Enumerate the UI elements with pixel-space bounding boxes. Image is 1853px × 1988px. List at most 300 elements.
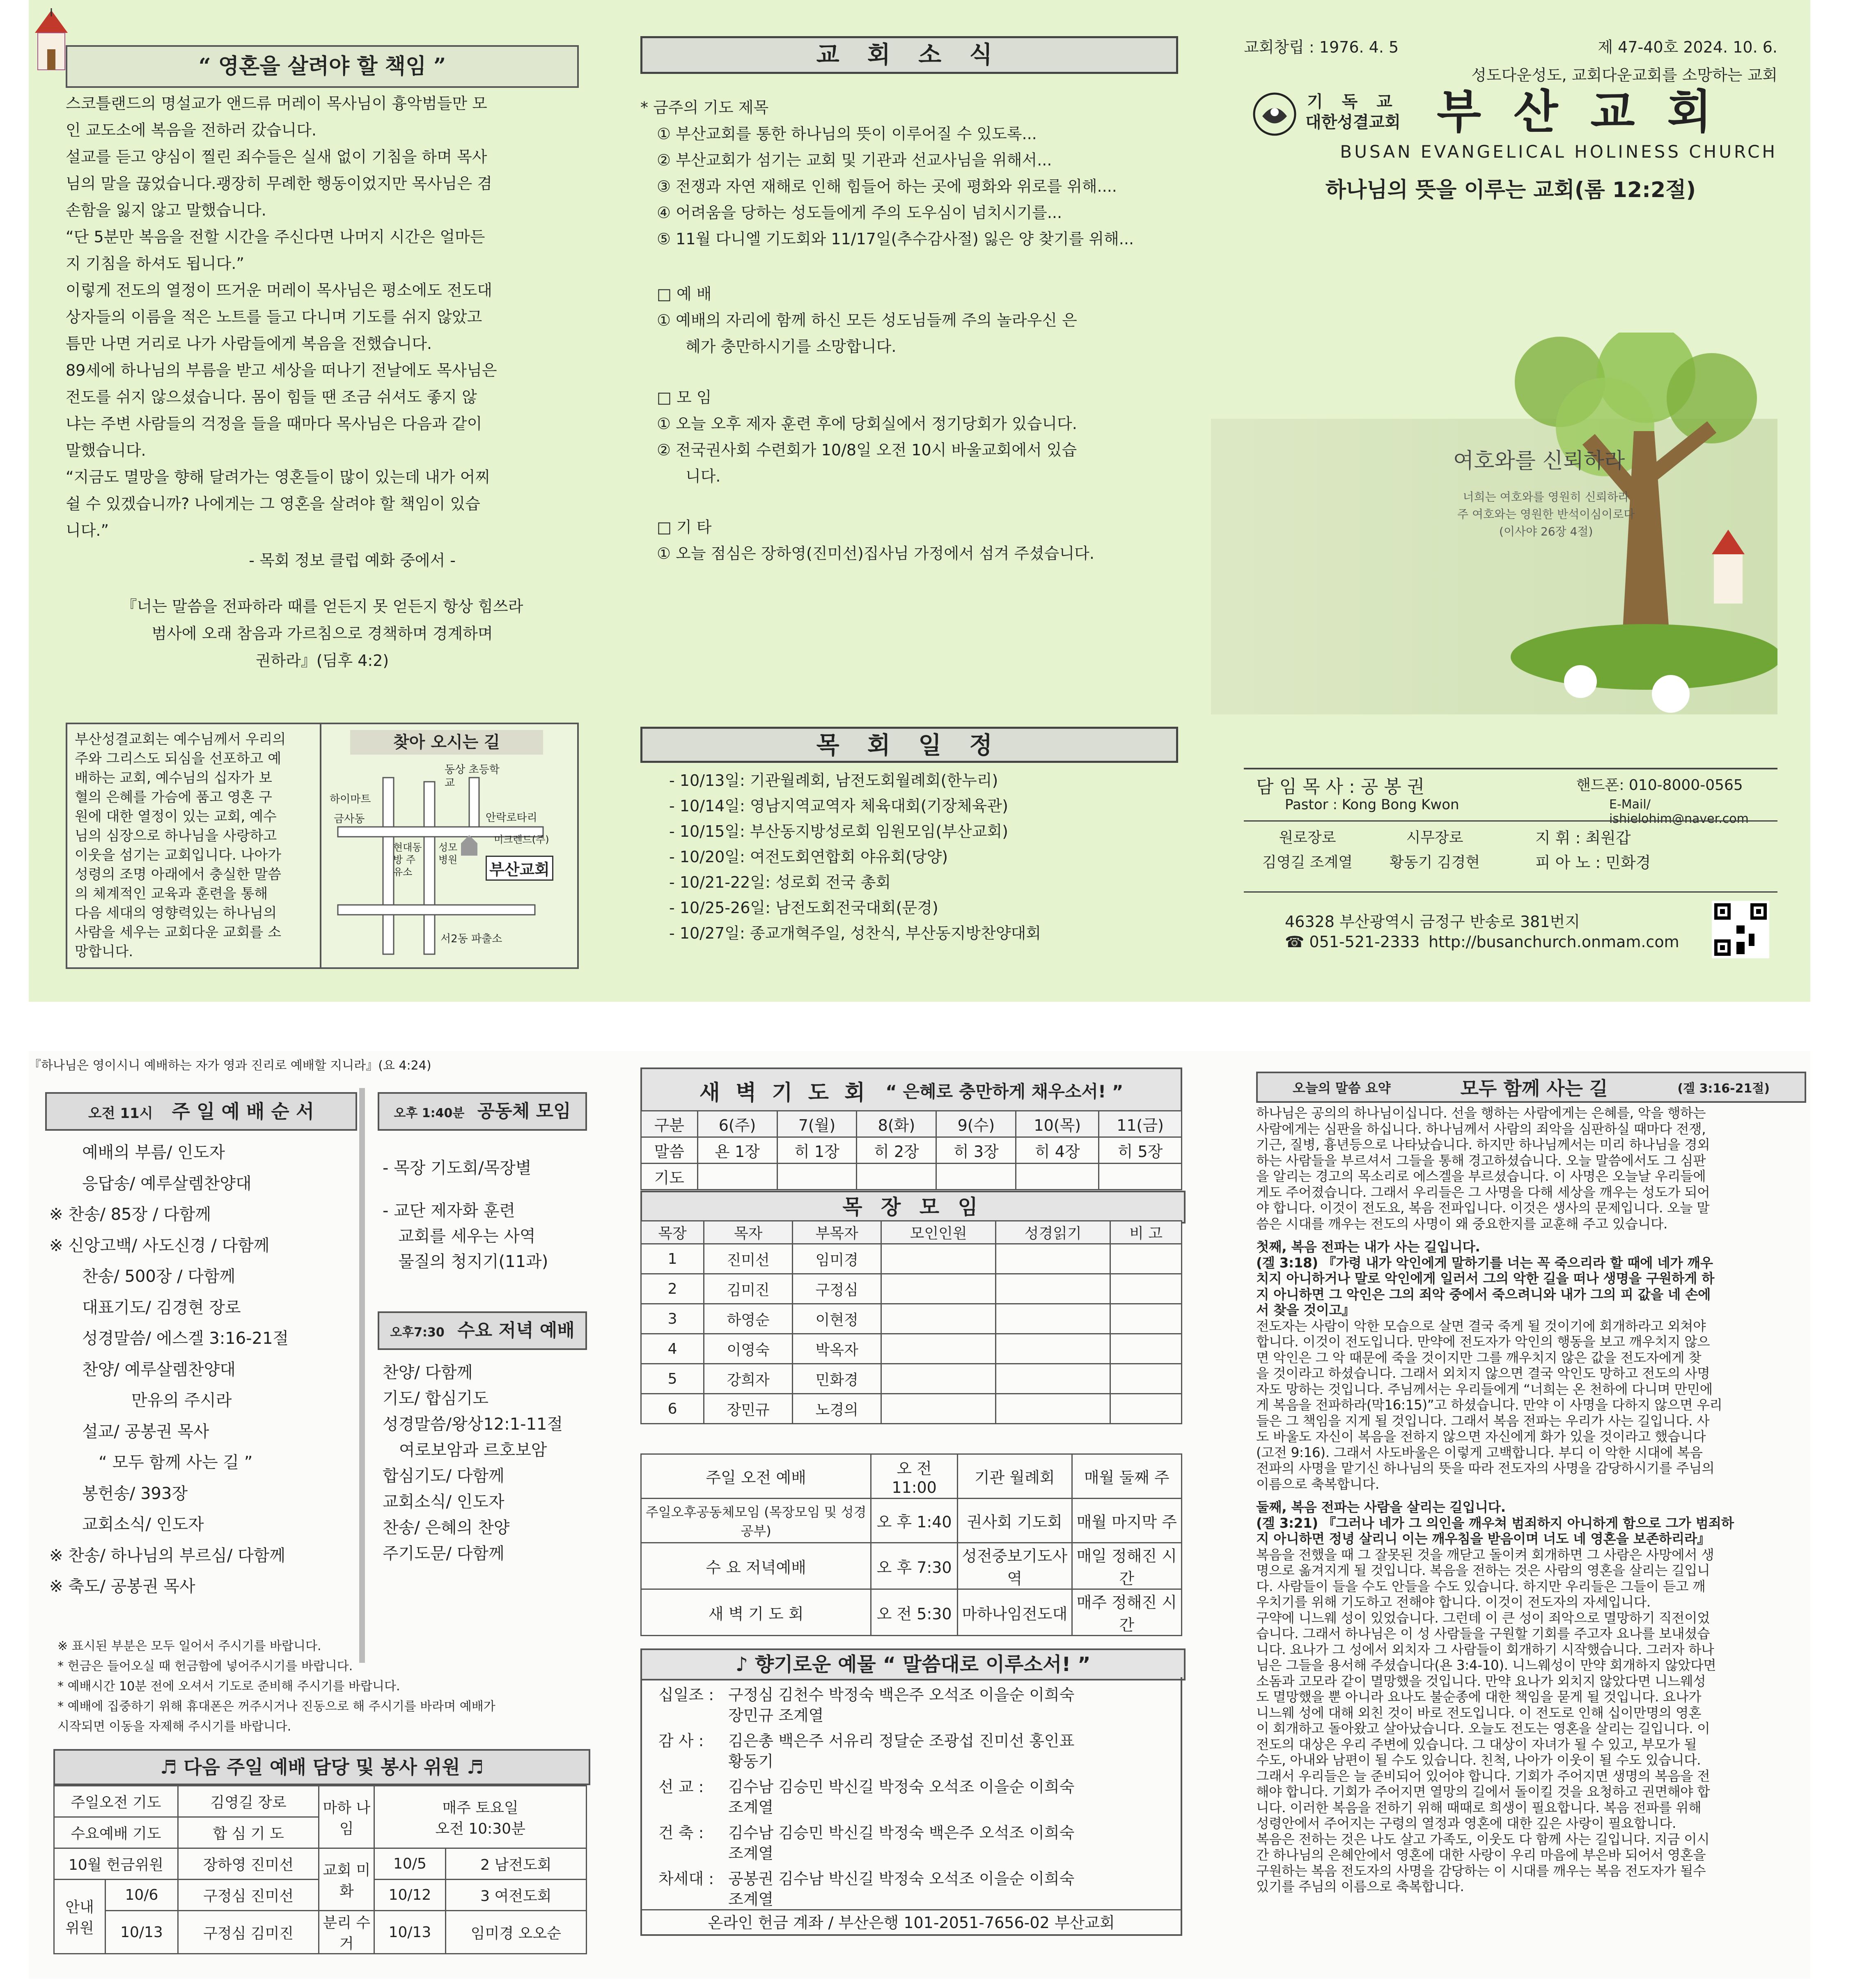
sermon-line: 이름으로 축복합니다. — [1256, 1476, 1379, 1492]
verse-line: 권하라』(딤후 4:2) — [255, 652, 389, 670]
cell-table — [640, 1220, 1182, 1424]
offering-names-line: 조계열 — [728, 1798, 774, 1816]
sermon-line: 있기를 주님의 이름으로 축복합니다. — [1256, 1879, 1464, 1894]
cell-head-cell: 부목자 — [793, 1221, 881, 1244]
empty-cell — [996, 1244, 1110, 1274]
table-row — [641, 1394, 1182, 1424]
verse-line: 『너는 말씀을 전파하라 때를 얻든지 못 얻든지 항상 힘쓰라 — [121, 597, 523, 615]
afternoon-item: - 교단 제자화 훈련 — [383, 1201, 516, 1220]
cell-value: 김미진 — [704, 1274, 793, 1304]
note-item: * 예배시간 10분 전에 오셔서 기도로 준비해 주시기를 바랍니다. — [57, 1679, 400, 1694]
story-line: 89세에 하나님의 부름을 받고 세상을 떠나기 전날에도 목사님은 — [66, 361, 497, 379]
table-row — [641, 1274, 1182, 1304]
sermon-line: 수도, 아내와 남편이 될 수도 있습니다. 친척, 나아가 이웃이 될 수도 있습니다. — [1256, 1752, 1701, 1768]
elders-names: 김영길 조계열 — [1262, 854, 1353, 871]
intro-line: 다음 세대의 영향력있는 하나님의 — [75, 905, 277, 921]
map-title: 찾아 오시는 길 — [350, 730, 543, 755]
order-item: ※ 신앙고백/ 사도신경 / 다함께 — [49, 1236, 270, 1255]
denomination — [1305, 92, 1401, 133]
duty-label: 주일오전 기도 — [54, 1786, 178, 1817]
story-source: - 목회 정보 클럽 예화 중에서 - — [249, 551, 456, 569]
qr-code-icon — [1712, 901, 1769, 958]
dawn-head-cell: 9(수) — [936, 1111, 1016, 1137]
sermon-header — [1256, 1072, 1806, 1103]
sermon-line: 합니다. 이것이 전도입니다. 만약에 전도자가 악인의 행동을 보고 깨우치지 않으 — [1256, 1334, 1710, 1350]
dawn-word-cell: 욘 1장 — [697, 1137, 777, 1164]
intro-line: 원에 대한 열정이 있는 교회, 예수 — [75, 808, 277, 825]
cell-title: 목 장 모 임 — [640, 1191, 1186, 1224]
sermon-line: 면 악인은 그 악 때문에 죽을 것이지만 그를 깨우치지 않은 값을 전도자에게 찾 — [1256, 1350, 1702, 1366]
church-logo-icon — [1252, 92, 1297, 137]
online-account: 온라인 헌금 계좌 / 부산은행 101-2051-7656-02 부산교회 — [640, 1909, 1182, 1935]
prayer-head: * 금주의 기도 제목 — [640, 99, 769, 117]
sermon-line: 복음은 전하는 것은 나도 살고 가족도, 이웃도 다 함께 사는 길입니다. 지금 이시 — [1256, 1831, 1710, 1847]
sermon-line: 게도 주어졌습니다. 그래서 우리들은 그 사명을 다해 세상을 깨우는 성도가 되어 — [1256, 1184, 1710, 1200]
dawn-word-cell: 말씀 — [641, 1137, 698, 1164]
cell-value: 박옥자 — [793, 1334, 881, 1364]
cell-value: 민화경 — [793, 1364, 881, 1394]
time-cell: 매일 정해진 시간 — [1072, 1543, 1182, 1589]
sermon-line: 도 바울도 자신이 복음을 전하지 않으면 자신에게 화가 있을 것이라고 했습니다 — [1256, 1429, 1706, 1444]
story-line: 이렇게 전도의 열정이 뜨거운 머레이 목사님은 평소에도 전도대 — [66, 281, 492, 299]
cleaning-label: 교회 미화 — [319, 1848, 374, 1911]
story-line: 인 교도소에 복음을 전하러 갔습니다. — [66, 121, 317, 139]
sermon-line: 간 하나님의 은혜안에서 영혼에 대한 사랑이 우리 마음에 부은바 되어서 영혼을 — [1256, 1847, 1706, 1863]
order-item: 대표기도/ 김경현 장로 — [82, 1298, 241, 1317]
map-label-geumsa: 금사동 — [334, 813, 365, 825]
sermon-line: 자도 망하는 것입니다. 주님께서는 우리들에게 “너희는 온 천하에 다니며 만민에 — [1256, 1381, 1713, 1397]
dawn-word-cell: 히 5장 — [1099, 1137, 1182, 1164]
cell-value: 4 — [641, 1334, 704, 1364]
dawn-word-cell: 히 2장 — [857, 1137, 936, 1164]
wednesday-item: 찬송/ 은혜의 찬양 — [383, 1518, 510, 1537]
time-cell: 권사회 기도회 — [957, 1499, 1072, 1543]
prayer-item: ① 부산교회를 통한 하나님의 뜻이 이루어질 수 있도록... — [657, 125, 1037, 143]
wednesday-item: 성경말씀/왕상12:1-11절 — [383, 1415, 563, 1434]
order-item: ※ 축도/ 공봉권 목사 — [49, 1577, 195, 1596]
intro-line: 님의 심장으로 하나님을 사랑하고 — [75, 828, 277, 844]
telephone: ☎ 051-521-2333 — [1285, 933, 1420, 951]
offering-names-line: 조계열 — [728, 1844, 774, 1862]
afternoon-meeting — [378, 1092, 587, 1567]
duty-label: 수요예배 기도 — [54, 1817, 178, 1848]
table-row — [641, 1499, 1182, 1543]
story-line: 손함을 잃지 않고 말했습니다. — [66, 201, 266, 219]
empty-cell — [1110, 1334, 1182, 1364]
sermon-line: 첫째, 복음 전파는 내가 사는 길입니다. — [1256, 1239, 1480, 1255]
story-line: 쉴 수 있겠습니까? 나에게는 그 영혼을 살려야 할 책임이 있습 — [66, 495, 480, 513]
sermon-line: 도 멸망했을 뿐 아니라 요나도 불순종에 대한 책임을 묻게 될 것입니다. 요나가 — [1256, 1689, 1702, 1705]
founded-date: 교회창립 : 1976. 4. 5 — [1244, 38, 1399, 56]
sermon-line: 게 복음을 전파하라(막16:15)”고 하셨습니다. 만약 이 사명을 다하지 않으면 우리 — [1256, 1397, 1722, 1413]
etc-head: □ 기 타 — [657, 518, 712, 536]
story-line: 님의 말을 끊었습니다.괭장히 무례한 행동이었지만 목사님은 겸 — [66, 174, 492, 193]
cell-head-cell: 비 고 — [1110, 1221, 1182, 1244]
worship-time: 오전 11시 — [88, 1105, 153, 1122]
empty-cell — [881, 1334, 996, 1364]
time-cell: 매월 마지막 주 — [1072, 1499, 1182, 1543]
wednesday-list — [378, 1360, 587, 1567]
logo-row — [1244, 87, 1777, 141]
cell-head-cell: 성경읽기 — [996, 1221, 1110, 1244]
story-body — [66, 90, 579, 574]
map-label-church: 부산교회 — [486, 856, 553, 881]
empty-cell — [1110, 1394, 1182, 1424]
intro-line: 성령의 조명 아래에서 충실한 말씀 — [75, 866, 282, 883]
offering-row — [642, 1869, 1181, 1910]
empty-cell — [881, 1244, 996, 1274]
story-line: 말했습니다. — [66, 441, 146, 459]
time-cell: 새 벽 기 도 회 — [641, 1589, 871, 1636]
sermon-line: 그래서 우리들은 늘 준비되어 있어야 합니다. 기회가 주어지면 생명의 복음을 전 — [1256, 1768, 1710, 1784]
column-divider — [359, 1088, 365, 1663]
verse-line: 범사에 오래 참음과 가르침으로 경책하며 경계하며 — [151, 624, 493, 643]
sermon-line: 서 찾을 것이고』 — [1256, 1302, 1355, 1318]
address-row — [1244, 891, 1777, 975]
elders-row — [1244, 820, 1777, 891]
schedule-item: - 10/21-22일: 성로회 전국 총회 — [669, 873, 891, 891]
sermon-line: 니다. 이러한 복음을 전하기 위해 때때로 희생이 필요합니다. 복음 전파를 위해 — [1256, 1800, 1702, 1816]
cell-value: 1 — [641, 1244, 704, 1274]
mahanaim-value — [374, 1786, 587, 1848]
map-label-mikeland: 미크렌드(주) — [494, 834, 549, 845]
story-line: 전도를 쉬지 않으셨습니다. 몸이 힘들 땐 조금 쉬셔도 좋지 않 — [66, 388, 477, 406]
worship-head: □ 예 배 — [657, 285, 712, 303]
wednesday-item: 기도/ 합심기도 — [383, 1389, 489, 1408]
wednesday-title: 수요 저녁 예배 — [457, 1320, 575, 1341]
order-item: 찬양/ 예루살렘찬양대 — [82, 1360, 236, 1379]
cell-value: 이현정 — [793, 1304, 881, 1334]
worship-order-head — [45, 1092, 357, 1131]
masthead — [1244, 37, 1777, 203]
dawn-head-cell: 8(화) — [857, 1111, 936, 1137]
schedule-item: - 10/13일: 기관월례회, 남전도회월례회(한누리) — [669, 771, 998, 790]
table-row — [641, 1364, 1182, 1394]
dawn-head-cell: 10(목) — [1016, 1111, 1099, 1137]
empty-cell — [996, 1394, 1110, 1424]
sermon-line: 씀은 시대를 깨우는 전도의 사명이 왜 중요한지를 교훈해 주고 있습니다. — [1256, 1216, 1668, 1232]
conductor: 지 휘 : 최원갑 — [1535, 829, 1631, 847]
sermon-summary — [1256, 1072, 1806, 1895]
order-item: ※ 찬송/ 하나님의 부르심/ 다함께 — [49, 1546, 286, 1565]
cleaning-team: 2 남전도회 — [445, 1848, 586, 1880]
sermon-line: 해야 합니다. 기회가 주어지면 열망의 길에서 돌이킬 것을 요청하고 권면해야 합 — [1256, 1784, 1710, 1800]
offering-names-line: 구정심 김천수 박정숙 백은주 오석조 이을순 이희숙 — [728, 1686, 1075, 1704]
offering-type: 차세대 : — [658, 1870, 714, 1888]
sermon-line: (겔 3:18) 『가령 내가 악인에게 말하기를 너는 꼭 죽으리라 할 때에 네가 깨우 — [1256, 1255, 1713, 1271]
cell-value: 2 — [641, 1274, 704, 1304]
church-name: 부 산 교 회 — [1437, 85, 1720, 139]
cell-head-cell: 목장 — [641, 1221, 704, 1244]
dawn-pray-cell — [697, 1164, 777, 1190]
schedule-item: - 10/20일: 여전도회연합회 야유회(당양) — [669, 848, 948, 866]
order-item: 봉헌송/ 393장 — [82, 1484, 188, 1503]
offering-type: 감 사 : — [658, 1732, 704, 1750]
meeting-head: □ 모 임 — [657, 388, 712, 406]
empty-cell — [996, 1334, 1110, 1364]
sermon-line: 명으로 옮겨지게 될 것입니다. 복음을 전하는 것은 사람의 영혼을 살리는 길입니 — [1256, 1563, 1710, 1578]
sermon-line: 들은 그 책임을 지게 될 것입니다. 그래서 복음 전파는 우리가 사는 길입니다. 사 — [1256, 1413, 1710, 1429]
denomination-bottom: 대한성결교회 — [1305, 113, 1401, 132]
time-cell: 오 전 11:00 — [871, 1454, 958, 1499]
poster — [1211, 419, 1777, 714]
address: 46328 부산광역시 금정구 반송로 381번지 — [1285, 913, 1580, 931]
story-line: 틈만 나면 거리로 나가 사람들에게 복음을 전했습니다. — [66, 335, 432, 353]
wednesday-time: 오후7:30 — [390, 1325, 445, 1340]
usher-date: 10/13 — [105, 1911, 178, 1954]
duty-value: 합 심 기 도 — [178, 1817, 319, 1848]
wednesday-item: 교회소식/ 인도자 — [383, 1492, 505, 1511]
offering-names-line: 김수남 김승민 박신길 박정숙 백은주 오석조 이희숙 — [728, 1824, 1075, 1842]
offering-names-line: 황동기 — [728, 1752, 774, 1770]
empty-cell — [996, 1304, 1110, 1334]
offering-list — [640, 1677, 1182, 1936]
offering-names — [728, 1685, 1074, 1726]
prayer-item: ③ 전쟁과 자연 재해로 인해 힘들어 하는 곳에 평화와 위로를 위해.... — [657, 177, 1117, 195]
offering-title: ♪ 향기로운 예물 “ 말씀대로 이루소서! ” — [640, 1648, 1186, 1680]
sermon-line: (고전 9:16). 그래서 사도바울은 이렇게 고백합니다. 부디 이 악한 시대에 복음 — [1256, 1444, 1703, 1460]
denomination-top: 기 독 교 — [1307, 92, 1399, 111]
intro-map-box — [66, 723, 579, 969]
afternoon-item: 물질의 청지기(11과) — [398, 1252, 548, 1271]
etc-list — [640, 540, 1182, 567]
sermon-line: 을 것이라고 하셨습니다. 그래서 외치지 않으면 결국 악인도 망하고 전도의 사명 — [1256, 1366, 1710, 1381]
worship-order-list — [45, 1137, 357, 1602]
table-row — [641, 1454, 1182, 1499]
service-times-table — [640, 1453, 1182, 1636]
offering-type: 선 교 : — [658, 1778, 704, 1796]
afternoon-head — [378, 1092, 587, 1131]
empty-cell — [996, 1274, 1110, 1304]
afternoon-item: - 목장 기도회/목장별 — [383, 1159, 532, 1178]
sermon-line: 니느웨 성에 대해 외친 것이 바로 전도입니다. 이 전도로 인해 십이만명의 영혼 — [1256, 1705, 1702, 1721]
offering-names-line: 공봉권 김수남 박신길 박정숙 오석조 이을순 이희숙 — [728, 1870, 1075, 1888]
sermon-line: 전파의 사명을 맡기신 하나님의 뜻을 따라 전도자의 사명을 감당하시기를 주님의 — [1256, 1460, 1715, 1476]
active-elders-names: 황동기 김경현 — [1389, 854, 1480, 871]
dawn-pray-cell — [777, 1164, 857, 1190]
wednesday-item: 여로보암과 르호보암 — [399, 1441, 547, 1460]
dawn-head-cell: 11(금) — [1099, 1111, 1182, 1137]
cleaning-date: 10/12 — [374, 1880, 445, 1911]
dawn-pray-cell — [1016, 1164, 1099, 1190]
story-line: “지금도 멸망을 향해 달려가는 영혼들이 많이 있는데 내가 어찌 — [66, 468, 491, 486]
pastor-phone: 핸드폰: 010-8000-0565 — [1576, 777, 1743, 794]
next-week-table — [53, 1785, 587, 1954]
order-item: 교회소식/ 인도자 — [82, 1515, 204, 1534]
dawn-word-cell: 히 3장 — [936, 1137, 1016, 1164]
issue-number: 제 47-40호 2024. 10. 6. — [1598, 38, 1777, 56]
schedule-item: - 10/14일: 영남지역교역자 체육대회(기장체육관) — [669, 797, 1008, 815]
bible-verse — [66, 593, 579, 674]
duty-value: 장하영 진미선 — [178, 1848, 319, 1880]
pastor-name: 담 임 목 사 : 공 봉 권 — [1256, 776, 1425, 797]
sermon-text — [1256, 1105, 1806, 1895]
map-label-school: 동상 초등학교 — [445, 764, 500, 789]
recycle-date: 10/13 — [374, 1911, 445, 1954]
page-two — [29, 1051, 1810, 1979]
story-line: 상자들의 이름을 적은 노트를 들고 다니며 기도를 쉬지 않았고 — [66, 308, 482, 326]
worship-notes — [57, 1636, 591, 1737]
cleaning-team: 3 여전도회 — [445, 1880, 586, 1911]
pastor-english: Pastor : Kong Bong Kwon — [1285, 797, 1459, 813]
cell-value: 구정심 — [793, 1274, 881, 1304]
worship-list — [640, 307, 1182, 360]
empty-cell — [996, 1364, 1110, 1394]
sermon-line: 하는 사람들을 부르셔서 그들을 통해 경고하셨습니다. 오늘 말씀에서도 그 심판 — [1256, 1152, 1706, 1168]
schedule-item: - 10/15일: 부산동지방성로회 임원모임(부산교회) — [669, 822, 1008, 840]
schedule-item: - 10/27일: 종교개혁주일, 성찬식, 부산동지방찬양대회 — [669, 924, 1041, 942]
order-item: 성경말씀/ 에스겔 3:16-21절 — [82, 1329, 289, 1348]
cell-value: 강희자 — [704, 1364, 793, 1394]
offering-names — [728, 1823, 1074, 1864]
pianist: 피 아 노 : 민화경 — [1535, 854, 1651, 872]
order-item: 응답송/ 예루살렘찬양대 — [82, 1174, 252, 1193]
order-item: ※ 찬송/ 85장 / 다함께 — [49, 1205, 211, 1224]
note-item: * 예배에 집중하기 위해 휴대폰은 꺼주시거나 진동으로 해 주시기를 바라며 예배가 — [57, 1699, 495, 1714]
sermon-line: 구원하는 복음 전도자의 사명을 감당하는 이 시대를 깨우는 복음 전도자가 될수 — [1256, 1863, 1706, 1879]
time-cell: 오 후 1:40 — [871, 1499, 958, 1543]
table-row — [641, 1334, 1182, 1364]
meeting-item: ① 오늘 오후 제자 훈련 후에 당회실에서 정기당회가 있습니다. — [657, 415, 1077, 433]
mahanaim-time: 오전 10:30분 — [435, 1820, 525, 1837]
offering-names-line: 장민규 조계열 — [728, 1706, 824, 1724]
afternoon-item: 교회를 세우는 사역 — [398, 1227, 536, 1246]
offering-row — [642, 1685, 1181, 1726]
sermon-line: 하나님은 공의의 하나님이십니다. 선을 행하는 사람에게는 은혜를, 악을 행하는 — [1256, 1105, 1706, 1121]
sermon-line: 소돔과 고모라 같이 멸망했을 것입니다. 만약 요나가 외치지 않았다면 니느웨성 — [1256, 1673, 1706, 1689]
offering-names-line: 김수남 김승민 박신길 박정숙 오석조 이을순 이희숙 — [728, 1778, 1075, 1796]
intro-line: 망합니다. — [75, 943, 133, 960]
sermon-line: 지 아니하면 정녕 살리니 이는 깨우침을 받음이며 너도 네 영혼을 보존하리라』 — [1256, 1531, 1711, 1547]
order-item: 예배의 부름/ 인도자 — [82, 1143, 225, 1162]
masthead-top — [1244, 37, 1777, 57]
sermon-line: 을 알리는 경고의 목소리로 에스겔을 부르셨습니다. 이 사명은 오늘날 우리들에 — [1256, 1168, 1706, 1184]
table-row — [641, 1244, 1182, 1274]
meeting-list — [640, 411, 1182, 489]
cleaning-date: 10/5 — [374, 1848, 445, 1880]
cell-head-cell: 목자 — [704, 1221, 793, 1244]
dawn-pray-cell — [857, 1164, 936, 1190]
poster-verse — [1457, 489, 1635, 540]
story-line: 니다.” — [66, 521, 109, 539]
table-row — [641, 1589, 1182, 1636]
prayer-item: ⑤ 11월 다니엘 기도회와 11/17일(추수감사절) 잃은 양 찾기를 위해... — [657, 230, 1134, 248]
offering-names-line: 김은총 백은주 서유리 정달순 조광섭 진미선 홍인표 — [728, 1732, 1075, 1750]
elders-head: 원로장로 — [1279, 829, 1336, 846]
time-cell: 오 후 7:30 — [871, 1543, 958, 1589]
empty-cell — [881, 1364, 996, 1394]
cell-value: 노경의 — [793, 1394, 881, 1424]
map-label-hospital: 성모 병원 — [438, 842, 458, 865]
prayer-item: ④ 어려움을 당하는 성도들에게 주의 도우심이 넘치시기를... — [657, 204, 1062, 222]
offering-names — [728, 1777, 1074, 1818]
story-line: 설교를 듣고 양심이 찔린 죄수들은 실새 없이 기침을 하며 목사 — [66, 148, 487, 166]
cell-value: 장민규 — [704, 1394, 793, 1424]
intro-line: 사람을 세우는 교회다운 교회를 소 — [75, 924, 282, 941]
cell-value: 하영순 — [704, 1304, 793, 1334]
dawn-subtitle: “ 은혜로 충만하게 채우소서! ” — [885, 1081, 1124, 1102]
poster-line: 너희는 여호와를 영원히 신뢰하라 — [1463, 490, 1629, 504]
story-line: 스코틀랜드의 명설교가 앤드류 머레이 목사님이 흉악범들만 모 — [66, 94, 487, 112]
time-cell: 마하나임전도대 — [957, 1589, 1072, 1636]
sermon-line: 사람에게는 심판을 하십니다. 하나님께서 사람의 죄악을 심판하실 때마다 전쟁, — [1256, 1121, 1706, 1137]
usher-label: 안내 위원 — [54, 1880, 105, 1954]
intro-line: 배하는 교회, 예수님의 십자가 보 — [75, 770, 273, 786]
cell-value: 임미경 — [793, 1244, 881, 1274]
time-cell: 주일오후공동체모임 (목장모임 및 성경공부) — [641, 1499, 871, 1543]
offering-row — [642, 1777, 1181, 1818]
usher-date: 10/6 — [105, 1880, 178, 1911]
mahanaim-day: 매주 토요일 — [442, 1799, 518, 1816]
dawn-title: 새 벽 기 도 회 — [699, 1080, 869, 1105]
empty-cell — [881, 1274, 996, 1304]
website-link[interactable]: http://busanchurch.onmam.com — [1429, 933, 1679, 951]
dawn-head-cell: 7(월) — [777, 1111, 857, 1137]
story-line: 냐는 주변 사람들의 걱정을 들을 때마다 목사님은 다음과 같이 — [66, 415, 482, 433]
offering-type: 십일조 : — [658, 1686, 714, 1704]
news-body — [640, 94, 1182, 567]
order-item: 만유의 주시라 — [131, 1391, 232, 1410]
dawn-pray-cell: 기도 — [641, 1164, 698, 1190]
dawn-table — [640, 1110, 1182, 1190]
dawn-head-cell: 구분 — [641, 1111, 698, 1137]
schedule-title: 목 회 일 정 — [640, 727, 1178, 763]
dawn-pray-cell — [1099, 1164, 1182, 1190]
dawn-prayer — [640, 1067, 1182, 1113]
sermon-line: 니다. 요나가 그 성에서 외치자 그 사람들이 회개하기 시작했습니다. 그러자 하나 — [1256, 1641, 1714, 1657]
church-theme: 하나님의 뜻을 이루는 교회(롬 12:2절) — [1325, 178, 1696, 202]
afternoon-list — [378, 1155, 587, 1274]
empty-cell — [1110, 1364, 1182, 1394]
dawn-word-cell: 히 4장 — [1016, 1137, 1099, 1164]
schedule-list — [669, 768, 1178, 946]
offering-names — [728, 1869, 1074, 1910]
table-row — [641, 1304, 1182, 1334]
sermon-line: 기근, 질병, 흉년등으로 나타났습니다. 하지만 하나님께서는 미리 하나님을 경외 — [1256, 1137, 1710, 1152]
intro-line: 부산성결교회는 예수님께서 우리의 — [75, 731, 286, 748]
sermon-title: 모두 함께 사는 길 — [1460, 1077, 1608, 1100]
active-elders-head: 시무장로 — [1406, 829, 1463, 846]
worship-item: 혜가 충만하시기를 소망합니다. — [686, 337, 897, 356]
afternoon-title: 공동체 모임 — [477, 1101, 571, 1122]
map-label-police: 서2동 파출소 — [440, 933, 502, 945]
sermon-line: 님은 그들을 용서해 주셨습니다(욘 3:4-10). 니느웨성이 만약 회개하지 않았다면 — [1256, 1657, 1716, 1673]
recycle-label: 분리 수거 — [319, 1911, 374, 1954]
order-item: “ 모두 함께 사는 길 ” — [99, 1453, 253, 1472]
intro-line: 주와 그리스도 되심을 선포하고 예 — [75, 751, 282, 767]
poster-line: 주 여호와는 영원한 반석이심이로다 — [1457, 507, 1635, 521]
church-icon — [29, 8, 74, 78]
cell-value: 이영숙 — [704, 1334, 793, 1364]
news-title: 교 회 소 식 — [640, 36, 1178, 74]
wednesday-item: 합심기도/ 다함께 — [383, 1467, 505, 1485]
note-item: 시작되면 이동을 자제해 주시기를 바랍니다. — [57, 1719, 291, 1734]
next-week-title: ♬ 다음 주일 예배 담당 및 봉사 위원 ♬ — [53, 1749, 590, 1785]
dawn-word-cell: 히 1장 — [777, 1137, 857, 1164]
schedule-item: - 10/25-26일: 남전도회전국대회(문경) — [669, 899, 938, 917]
dawn-pray-cell — [936, 1164, 1016, 1190]
page-one — [29, 0, 1810, 1002]
map-label-gas-station: 현대동방 주유소 — [393, 842, 422, 878]
cell-value: 6 — [641, 1394, 704, 1424]
story-line: “단 5분만 복음을 전할 시간을 주신다면 나머지 시간은 얼마든 — [66, 228, 485, 246]
time-cell: 매월 둘째 주 — [1072, 1454, 1182, 1499]
time-cell: 주일 오전 예배 — [641, 1454, 871, 1499]
wednesday-item: 주기도문/ 다함께 — [383, 1544, 505, 1563]
sermon-line: 전도의 대상은 우리 주변에 있습니다. 그 대상이 자녀가 될 수 있고, 부모가 될 — [1256, 1736, 1697, 1752]
recycle-names: 임미경 오오순 — [445, 1911, 586, 1954]
sermon-line: 습니다. 그래서 하나님은 이 성 사람들을 구원할 기회를 주고자 요나를 보내셨습 — [1256, 1626, 1710, 1641]
